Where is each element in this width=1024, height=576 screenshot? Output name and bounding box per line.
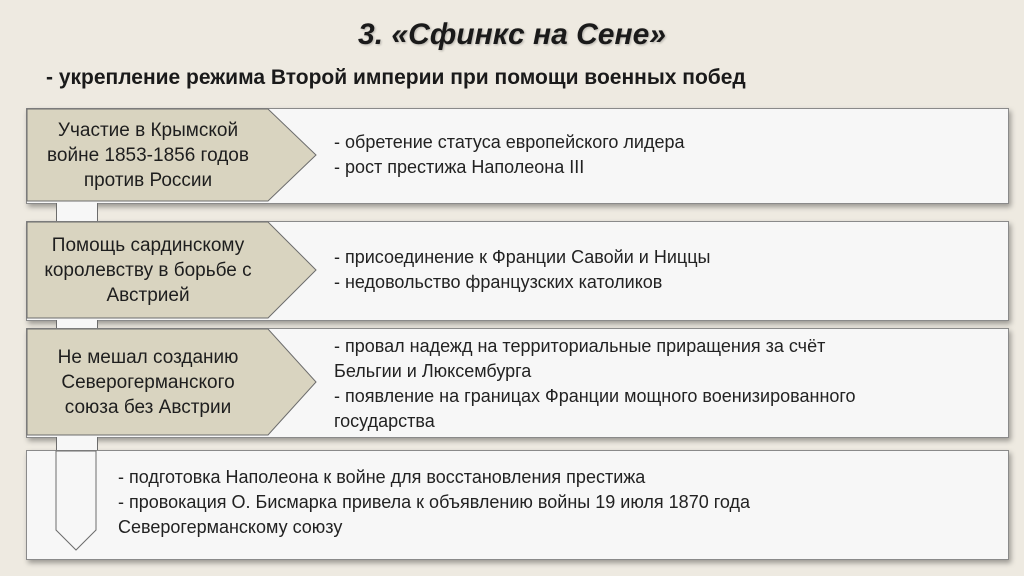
final-item: Северогерманскому союзу bbox=[118, 517, 343, 537]
row-3-items bbox=[334, 334, 856, 434]
row-3-item: - появление на границах Франции мощного военизированного bbox=[334, 386, 856, 406]
row-1-items bbox=[334, 130, 684, 180]
row-1-label-line: Участие в Крымской bbox=[57, 119, 239, 141]
row-1-label-line: против России bbox=[83, 169, 213, 191]
row-3-item: - провал надежд на территориальные приращения за счёт bbox=[334, 336, 826, 356]
slide-title: 3. «Сфинкс на Сене» bbox=[358, 18, 666, 51]
row-2-items bbox=[334, 245, 710, 295]
row-3-item: Бельгии и Люксембурга bbox=[334, 361, 532, 381]
final-item: - подготовка Наполеона к войне для восстановления престижа bbox=[118, 467, 646, 487]
row-2-item: - присоединение к Франции Савойи и Ниццы bbox=[334, 247, 711, 267]
row-3-item: государства bbox=[334, 411, 435, 431]
row-2-label-line: королевству в борьбе с bbox=[44, 259, 252, 281]
final-items bbox=[118, 465, 750, 540]
down-arrow-shape bbox=[56, 451, 96, 550]
row-3-label bbox=[30, 333, 266, 431]
row-1-label bbox=[30, 112, 266, 198]
row-1-item: - обретение статуса европейского лидера bbox=[334, 132, 685, 152]
row-3-label-line: Северогерманского bbox=[61, 371, 235, 393]
row-2-label-line: Помощь сардинскому bbox=[51, 234, 245, 256]
final-item: - провокация О. Бисмарка привела к объявлению войны 19 июля 1870 года bbox=[118, 492, 751, 512]
row-2-label-line: Австрией bbox=[106, 284, 190, 306]
row-3-label-line: Не мешал созданию bbox=[57, 346, 239, 368]
row-2-label bbox=[30, 226, 266, 314]
row-1-item: - рост престижа Наполеона III bbox=[334, 157, 585, 177]
row-3-label-line: союза без Австрии bbox=[64, 396, 232, 418]
row-1-label-line: войне 1853-1856 годов bbox=[47, 144, 249, 166]
slide-subtitle: - укрепление режима Второй империи при помощи военных побед bbox=[46, 66, 746, 89]
row-2-item: - недовольство французских католиков bbox=[334, 272, 663, 292]
